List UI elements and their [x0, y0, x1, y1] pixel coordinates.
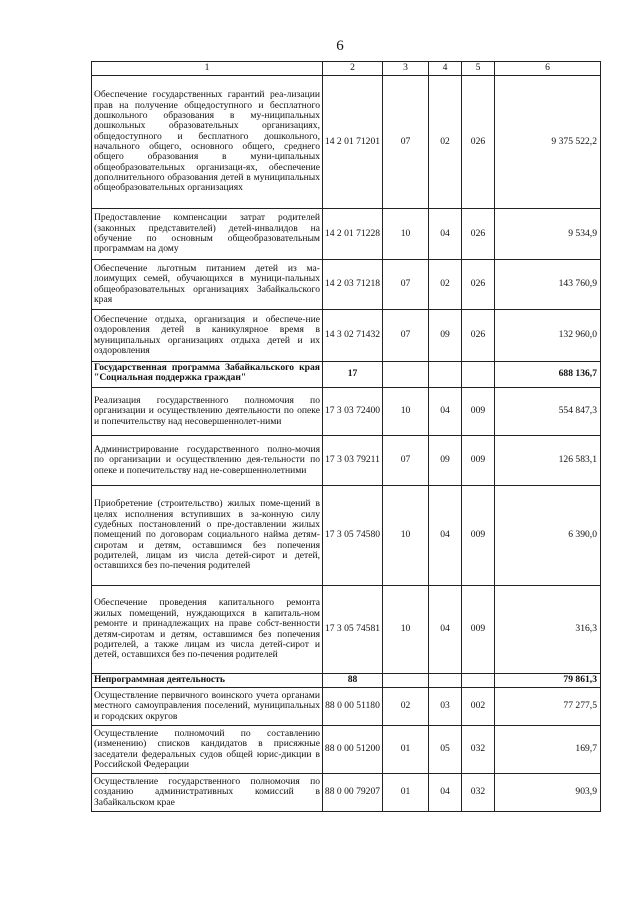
code-cell — [322, 673, 383, 688]
section-cell-text: 01 — [400, 743, 411, 755]
section-cell — [382, 725, 429, 774]
code-cell-text: 88 — [347, 674, 358, 686]
section-cell-text: 10 — [400, 227, 411, 239]
section-cell-text: 02 — [400, 700, 411, 712]
grbs-cell-text: 026 — [470, 329, 486, 341]
section-cell — [382, 361, 429, 388]
section-cell — [382, 435, 429, 486]
subsection-cell-text: 09 — [440, 329, 450, 341]
grbs-cell — [461, 687, 495, 726]
code-cell-text: 14 2 01 71201 — [324, 135, 381, 147]
subsection-cell-text: 04 — [440, 786, 450, 798]
grbs-cell — [461, 485, 495, 586]
name-cell-text: Осуществление государственного полномочия по созданию административных комиссий в Забайкальском крае — [94, 775, 320, 808]
subsection-cell — [428, 208, 462, 260]
code-cell-text: 14 3 02 71432 — [324, 329, 381, 341]
name-cell-text: Предоставление компенсации затрат родителей (законных представителей) детей-инвалидов на обучение по основным общеобразовательным программам на дому — [94, 212, 320, 255]
name-cell-text: Приобретение (строительство) жилых поме-щений в целях исполнения вступивших в за-конную силу судебных постановлений о пре-доставлении жилых помещений по договорам социального найма детям-сиротам и детям, оставшимся без попечения родителей, лицам из числа детей-сирот и детей, оставшихся без по-печения родителей — [94, 498, 320, 572]
grbs-cell — [461, 585, 495, 674]
name-cell — [91, 387, 323, 436]
section-cell-text: 07 — [400, 135, 411, 147]
name-cell — [91, 259, 323, 310]
grbs-cell-text: 009 — [470, 454, 486, 466]
code-cell — [322, 361, 383, 388]
section-cell-text: 10 — [400, 405, 411, 417]
amount-cell — [494, 673, 601, 688]
subsection-cell — [428, 773, 462, 812]
header-cell-6 — [494, 61, 601, 76]
section-cell-text: 10 — [400, 623, 411, 635]
name-cell — [91, 687, 323, 726]
section-cell-text: 07 — [400, 454, 411, 466]
subsection-cell-text: 04 — [440, 227, 450, 239]
amount-cell — [494, 208, 601, 260]
subsection-cell — [428, 361, 462, 388]
header-cell-5-text: 5 — [475, 62, 481, 74]
section-cell-text: 10 — [400, 529, 411, 541]
code-cell — [322, 259, 383, 310]
amount-cell — [494, 75, 601, 209]
name-cell-text: Обеспечение проведения капитального ремонта жилых помещений, нуждающихся в капиталь-ном ремонте и принадлежащих на праве собст-венности детям-сиротам и детям, оставшимся без попечения родителей, а также лицам из числа детей-сирот и детей, оставшихся без по-печения родителей — [94, 597, 320, 661]
header-cell-4-text: 4 — [442, 62, 448, 74]
amount-cell — [494, 773, 601, 812]
name-cell — [91, 773, 323, 812]
header-cell-4 — [428, 61, 462, 76]
subsection-cell-text: 04 — [440, 529, 450, 541]
name-cell-text: Осуществление первичного воинского учета органами местного самоуправления поселений, муниципальных и городских округов — [94, 689, 320, 722]
subsection-cell — [428, 75, 462, 209]
code-cell-text: 88 0 00 79207 — [324, 786, 381, 798]
subsection-cell-text: 05 — [440, 743, 450, 755]
section-cell — [382, 208, 429, 260]
amount-cell — [494, 485, 601, 586]
grbs-cell-text: 009 — [470, 529, 486, 541]
code-cell — [322, 435, 383, 486]
grbs-cell-text: 026 — [470, 135, 486, 147]
header-cell-6-text: 6 — [545, 62, 550, 74]
amount-cell-text: 9 375 522,2 — [551, 135, 597, 147]
code-cell-text: 17 3 05 74581 — [324, 623, 381, 635]
section-cell-text: 01 — [400, 786, 411, 798]
grbs-cell — [461, 725, 495, 774]
name-cell-text: Обеспечение государственных гарантий реа-лизации прав на получение общедоступного и бесплатного дошкольного образования в му-ниципальных дошкольных образовательных организациях, общедоступного и бесплатного дошкольного, начального общего, основного общего, среднего общего образования в муни-ципальных общеобразовательных организаци-ях, обеспечение дополнительного образования детей в муниципальных общеобразовательных организациях — [94, 89, 320, 194]
name-cell — [91, 75, 323, 209]
code-cell-text: 88 0 00 51200 — [324, 743, 381, 755]
section-cell — [382, 673, 429, 688]
amount-cell — [494, 259, 601, 310]
header-cell-2-text: 2 — [350, 62, 355, 74]
subsection-cell — [428, 309, 462, 362]
subsection-cell-text: 02 — [440, 278, 450, 290]
amount-cell-text: 77 277,5 — [563, 700, 597, 712]
name-cell-text: Осуществление полномочий по составлению (изменению) списков кандидатов в присяжные заседатели федеральных судов общей юрис-дикции в Российской Федерации — [94, 727, 320, 770]
section-cell — [382, 687, 429, 726]
amount-cell — [494, 585, 601, 674]
subsection-cell — [428, 435, 462, 486]
code-cell-text: 17 3 05 74580 — [324, 529, 381, 541]
amount-cell-text: 79 861,3 — [563, 674, 597, 686]
subsection-cell-text: 09 — [440, 454, 450, 466]
code-cell-text: 14 2 01 71228 — [324, 227, 381, 239]
amount-cell — [494, 725, 601, 774]
subsection-cell-text: 04 — [440, 405, 450, 417]
subsection-cell — [428, 259, 462, 310]
grbs-cell — [461, 259, 495, 310]
grbs-cell — [461, 435, 495, 486]
grbs-cell — [461, 309, 495, 362]
code-cell — [322, 309, 383, 362]
subsection-cell — [428, 485, 462, 586]
section-cell-text: 07 — [400, 329, 411, 341]
code-cell — [322, 725, 383, 774]
amount-cell-text: 143 760,9 — [558, 278, 597, 290]
name-cell — [91, 673, 323, 688]
grbs-cell-text: 009 — [470, 405, 486, 417]
amount-cell-text: 169,7 — [575, 743, 597, 755]
code-cell — [322, 208, 383, 260]
amount-cell-text: 126 583,1 — [558, 454, 597, 466]
grbs-cell-text: 032 — [470, 743, 486, 755]
code-cell — [322, 387, 383, 436]
header-cell-3 — [382, 61, 429, 76]
amount-cell-text: 903,9 — [575, 786, 597, 798]
name-cell-text: Реализация государственного полномочия по организации и осуществлению деятельности по опеке и попечительству над несовершеннолет-ними — [94, 394, 320, 427]
code-cell — [322, 773, 383, 812]
subsection-cell — [428, 725, 462, 774]
name-cell-text: Обеспечение отдыха, организация и обеспече-ние оздоровления детей в каникулярное время в муниципальных организациях отдыха детей и их оздоровления — [94, 313, 320, 356]
code-cell-text: 17 3 03 79211 — [325, 454, 380, 466]
code-cell-text: 14 2 03 71218 — [324, 278, 381, 290]
section-cell-text: 07 — [400, 278, 411, 290]
section-cell — [382, 259, 429, 310]
name-cell-text: Непрограммная деятельность — [94, 674, 225, 685]
grbs-cell-text: 032 — [470, 786, 486, 798]
name-cell — [91, 485, 323, 586]
subsection-cell-text: 04 — [440, 623, 450, 635]
section-cell — [382, 485, 429, 586]
subsection-cell — [428, 387, 462, 436]
name-cell — [91, 435, 323, 486]
grbs-cell — [461, 208, 495, 260]
subsection-cell — [428, 687, 462, 726]
amount-cell — [494, 309, 601, 362]
amount-cell-text: 9 534,9 — [568, 227, 597, 239]
grbs-cell-text: 026 — [470, 227, 486, 239]
section-cell — [382, 387, 429, 436]
header-cell-5 — [461, 61, 495, 76]
grbs-cell-text: 009 — [470, 623, 486, 635]
name-cell-text: Администрирование государственного полно-мочия по организации и осуществлению дея-тельности по опеке и попечительству над не-совершеннолетними — [94, 443, 320, 476]
name-cell — [91, 361, 323, 388]
name-cell-text: Государственная программа Забайкальского края "Социальная поддержка граждан" — [94, 362, 320, 384]
grbs-cell — [461, 387, 495, 436]
page-number: 6 — [336, 38, 344, 54]
header-cell-1 — [91, 61, 323, 76]
grbs-cell-text: 026 — [470, 278, 486, 290]
grbs-cell — [461, 75, 495, 209]
amount-cell — [494, 435, 601, 486]
grbs-cell — [461, 673, 495, 688]
section-cell — [382, 309, 429, 362]
amount-cell-text: 688 136,7 — [558, 368, 597, 380]
name-cell — [91, 725, 323, 774]
grbs-cell — [461, 361, 495, 388]
section-cell — [382, 585, 429, 674]
amount-cell — [494, 361, 601, 388]
section-cell — [382, 773, 429, 812]
amount-cell — [494, 387, 601, 436]
name-cell-text: Обеспечение льготным питанием детей из ма-лоимущих семей, обучающихся в муници-пальных общеобразовательных организациях Забайкальского края — [94, 262, 320, 305]
header-cell-1-text: 1 — [204, 62, 210, 74]
amount-cell — [494, 687, 601, 726]
subsection-cell-text: 02 — [440, 135, 450, 147]
amount-cell-text: 132 960,0 — [558, 329, 597, 341]
code-cell-text: 88 0 00 51180 — [325, 700, 380, 712]
code-cell-text: 17 3 03 72400 — [324, 405, 381, 417]
grbs-cell-text: 002 — [470, 700, 486, 712]
header-cell-2 — [322, 61, 383, 76]
amount-cell-text: 6 390,0 — [568, 529, 597, 541]
header-cell-3-text: 3 — [403, 62, 408, 74]
amount-cell-text: 554 847,3 — [558, 405, 597, 417]
code-cell-text: 17 — [347, 368, 358, 380]
code-cell — [322, 485, 383, 586]
section-cell — [382, 75, 429, 209]
grbs-cell — [461, 773, 495, 812]
code-cell — [322, 75, 383, 209]
subsection-cell — [428, 673, 462, 688]
subsection-cell — [428, 585, 462, 674]
name-cell — [91, 309, 323, 362]
name-cell — [91, 208, 323, 260]
amount-cell-text: 316,3 — [575, 623, 597, 635]
name-cell — [91, 585, 323, 674]
subsection-cell-text: 03 — [440, 700, 450, 712]
code-cell — [322, 585, 383, 674]
code-cell — [322, 687, 383, 726]
